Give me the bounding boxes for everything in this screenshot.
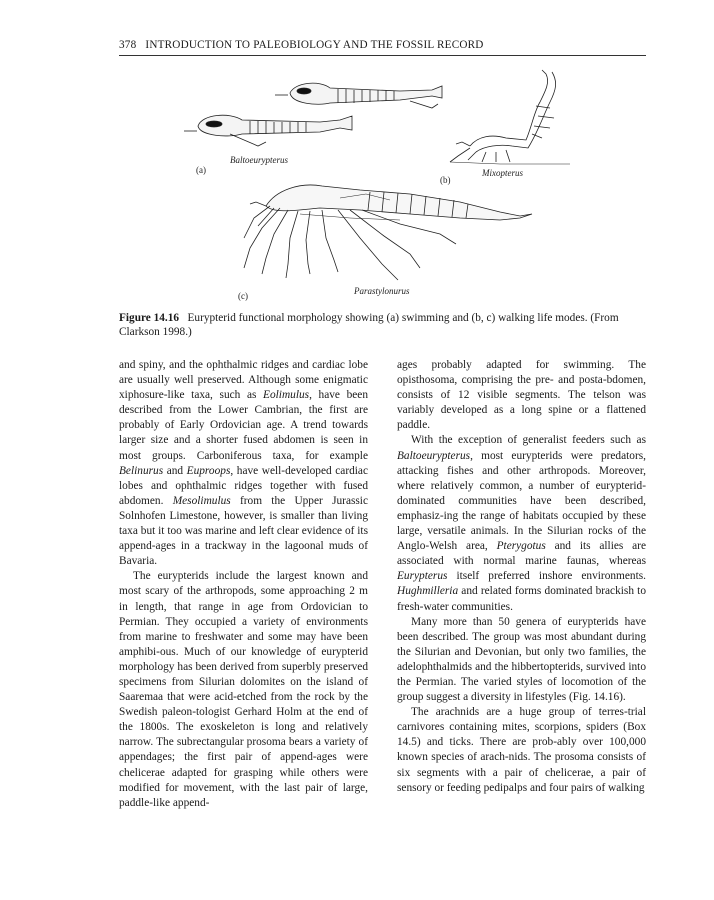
label-parastylonurus: Parastylonurus <box>354 286 410 296</box>
eurypterid-illustration <box>170 68 600 308</box>
label-baltoeurypterus: Baltoeurypterus <box>230 155 288 165</box>
baltoeurypterus-upper-drawing <box>275 83 442 108</box>
right-paragraph-2: With the exception of generalist feeders such as Baltoeurypterus, most eurypterids were predators, attacking fishes and other arthropods. Moreover, where relatively common, a number of eurypterid-dominated communities have been described, emphasiz-ing the range of habitats occupied by these large, versatile animals. In the Silurian rocks of the Anglo-Welsh area, Pterygotus and its allies are associated with normal marine faunas, whereas Eurypterus itself preferred inshore environments. Hughmilleria and related forms dominated brackish to fresh-water communities. <box>397 434 646 613</box>
running-header <box>119 39 646 51</box>
page-number: 378 <box>119 39 137 51</box>
panel-a-label: (a) <box>196 165 206 175</box>
left-paragraph-2: The eurypterids include the largest known and most scary of the arthropods, some approaching 2 m in length, that range in age from Ordovician to Permian. They occupied a variety of environments from marine to freshwater and some may have been amphibi-ous. Much of our knowledge of eurypterid morphology has been derived from superbly preserved specimens from Silurian dolomites on the island of Saaremaa that were acid-etched from the rock by the Swedish paleon-tologist Gerhard Holm at the end of the 1800s. The exoskeleton is long and relatively narrow. The subrectangular prosoma bears a variety of appendages; the first pair of append-ages were chelicerae adapted for grasping while others were modified for movement, with the last pair of large, paddle-like append- <box>119 570 368 809</box>
baltoeurypterus-lower-drawing <box>184 115 352 146</box>
figure-caption <box>119 311 646 339</box>
panel-c-label: (c) <box>238 291 248 301</box>
right-paragraph-3: Many more than 50 genera of eurypterids have been described. The group was most abundant during the Silurian and Devonian, but only two families, the adelophthalmids and the hibbertopterids, survived into the Permian. The varied styles of locomotion of the group suggest a diversity in lifestyles (Fig. 14.16). <box>397 615 646 704</box>
header-rule <box>119 55 646 56</box>
parastylonurus-drawing <box>244 185 532 280</box>
caption-label: Figure 14.16 <box>119 312 180 324</box>
running-title: INTRODUCTION TO PALEOBIOLOGY AND THE FOSSIL RECORD <box>145 39 484 51</box>
right-paragraph-1: ages probably adapted for swimming. The opisthosoma, comprising the pre- and posta-bdomen, consists of 12 visible segments. The telson was variably developed as a long spine or a flattened paddle. <box>397 359 646 432</box>
figure-14-16 <box>170 68 600 308</box>
panel-b-label: (b) <box>440 175 451 185</box>
text-column-right <box>397 358 646 796</box>
mixopterus-drawing <box>450 70 570 164</box>
right-paragraph-4: The arachnids are a huge group of terres-trial carnivores containing mites, scorpions, spiders (Box 14.5) and ticks. There are prob-ably over 100,000 known species of arach-nids. The prosoma consists of six segments with a pair of chelicerae, a pair of sensory or feeding pedipalps and four pairs of walking <box>397 706 646 794</box>
text-column-left <box>119 358 368 811</box>
left-paragraph-1: and spiny, and the ophthalmic ridges and cardiac lobe are usually well preserved. Although some enigmatic xiphosure-like taxa, such as Eolimulus, have been described from the Lower Cambrian, the first are probably of Early Ordovician age. A trend towards larger size and a shorter fused abdomen is seen in most groups. Carboniferous taxa, for example Belinurus and Euproops, have well-developed cardiac lobes and ophthalmic ridges together with fused abdomen. Mesolimulus from the Upper Jurassic Solnhofen Limestone, however, is smaller than living taxa but it too was marine and left clear evidence of its append-ages in a trackway in the lagoonal muds of Bavaria. <box>119 359 368 568</box>
label-mixopterus: Mixopterus <box>482 168 523 178</box>
caption-text: Eurypterid functional morphology showing (a) swimming and (b, c) walking life modes. (From Clarkson 1998.) <box>119 312 619 338</box>
